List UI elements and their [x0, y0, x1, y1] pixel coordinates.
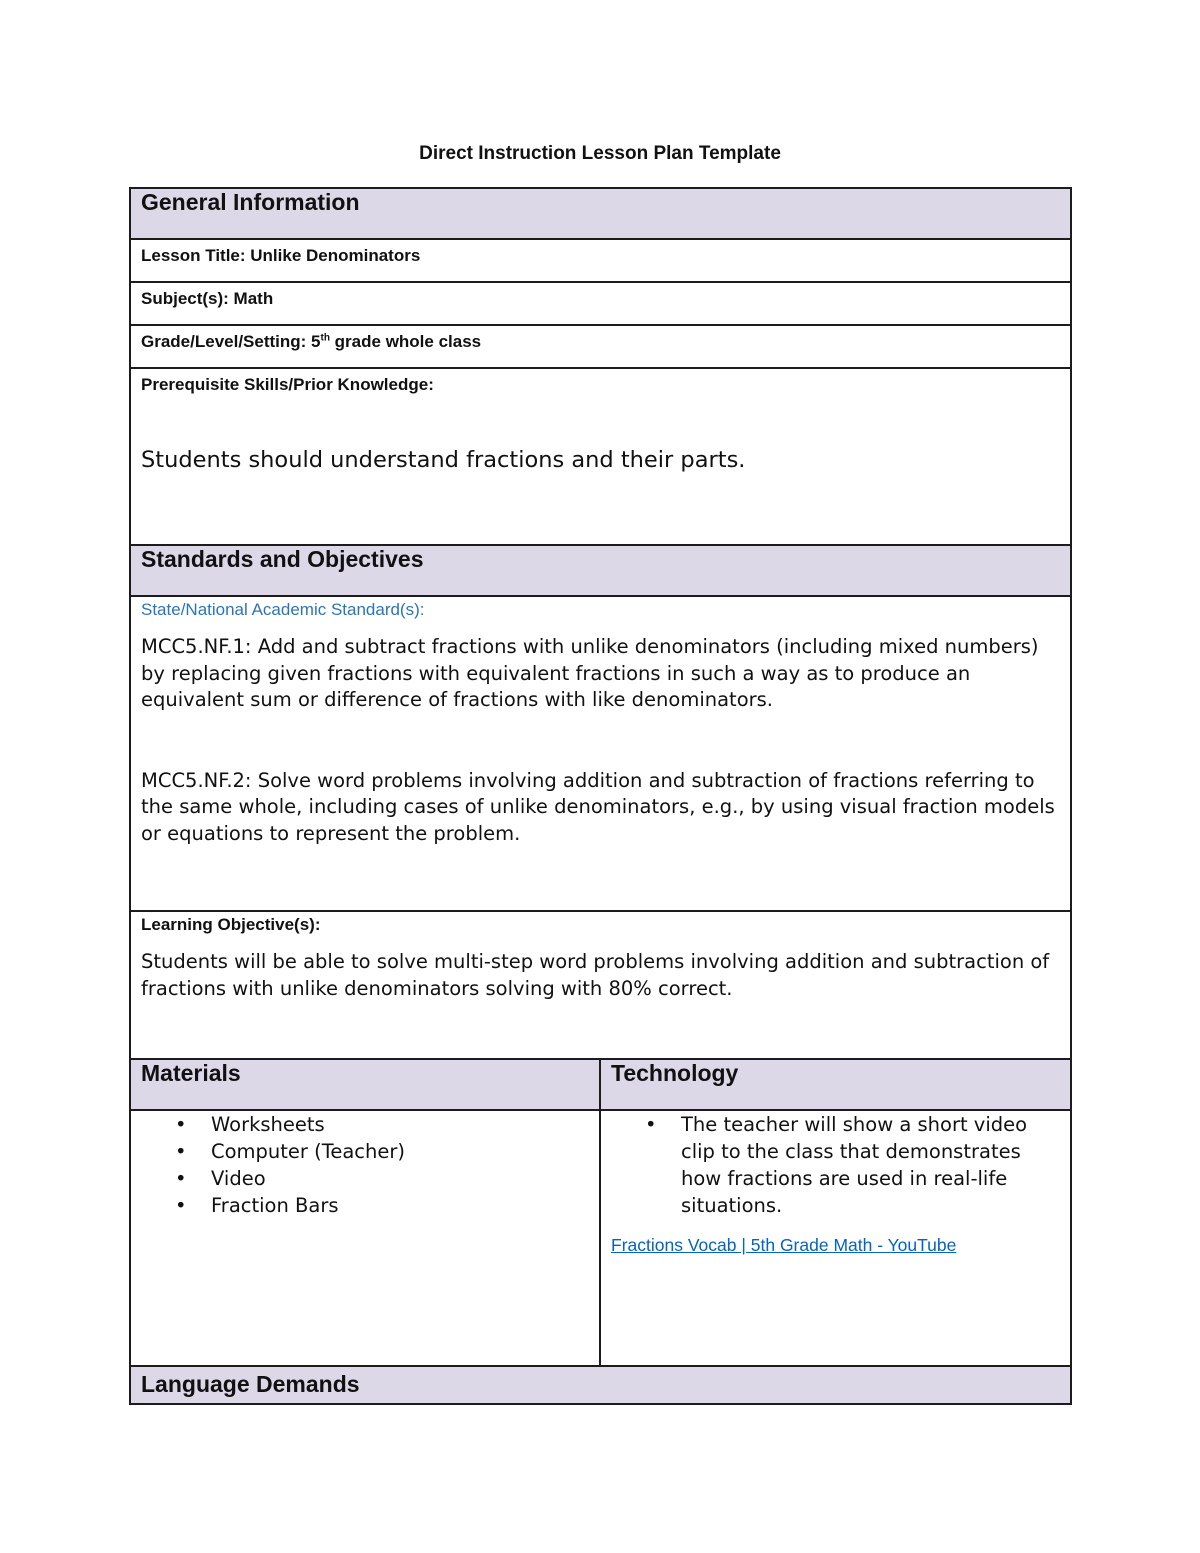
objective-text: Students will be able to solve multi-step word problems involving addition and subtraction of fractions with unlike denominators solving with 80% correct. — [141, 950, 1050, 1000]
materials-technology-header-row — [130, 1059, 1071, 1110]
lesson-title: Lesson Title: Unlike Denominators — [130, 239, 1071, 282]
technology-header: Technology — [600, 1059, 1071, 1110]
grade-suffix: grade whole class — [329, 332, 482, 351]
list-item: • Fraction Bars — [141, 1192, 589, 1219]
subjects: Subject(s): Math — [130, 282, 1071, 325]
standards-cell — [130, 596, 1071, 911]
standards-row — [130, 596, 1071, 911]
grade-level-setting — [130, 325, 1071, 368]
list-item: • Video — [141, 1165, 589, 1192]
subjects-row — [130, 282, 1071, 325]
lesson-title-row — [130, 239, 1071, 282]
standard-nf1: MCC5.NF.1: Add and subtract fractions with unlike denominators (including mixed numbers) by replacing given fractions with equivalent fractions in such a way as to produce an equivalent sum or difference of fractions with like denominators. — [141, 635, 1039, 711]
materials-list — [141, 1111, 589, 1219]
standards-header-row — [130, 545, 1071, 596]
general-information-header: General Information — [130, 188, 1071, 239]
standards-header: Standards and Objectives — [130, 545, 1071, 596]
materials-technology-row — [130, 1110, 1071, 1366]
materials-cell — [130, 1110, 600, 1366]
youtube-video-link[interactable]: Fractions Vocab | 5th Grade Math - YouTube — [611, 1235, 957, 1255]
prerequisite-label: Prerequisite Skills/Prior Knowledge: — [141, 375, 434, 394]
grade-level-row — [130, 325, 1071, 368]
objective-label: Learning Objective(s): — [141, 915, 321, 934]
materials-header: Materials — [130, 1059, 600, 1110]
standard-label: State/National Academic Standard(s): — [141, 600, 425, 619]
technology-list — [611, 1111, 1060, 1219]
prerequisite-row — [130, 368, 1071, 545]
language-demands-header: Language Demands — [130, 1366, 1071, 1404]
language-demands-header-row — [130, 1366, 1071, 1404]
prerequisite-text: Students should understand fractions and their parts. — [141, 447, 746, 473]
lesson-plan-table — [129, 187, 1072, 1405]
list-item: • Worksheets — [141, 1111, 589, 1138]
objective-cell — [130, 911, 1071, 1059]
general-information-header-row — [130, 188, 1071, 239]
grade-prefix: Grade/Level/Setting: 5 — [141, 332, 321, 351]
prerequisite-cell — [130, 368, 1071, 545]
document-title: Direct Instruction Lesson Plan Template — [419, 143, 781, 164]
grade-superscript: th — [320, 332, 330, 344]
standard-nf2: MCC5.NF.2: Solve word problems involving addition and subtraction of fractions referring to the same whole, including cases of unlike denominators, e.g., by using visual fraction models or equations to represent the problem. — [141, 768, 1055, 845]
objective-row — [130, 911, 1071, 1059]
technology-cell — [600, 1110, 1071, 1366]
list-item: • Computer (Teacher) — [141, 1138, 589, 1165]
list-item: • The teacher will show a short video clip to the class that demonstrates how fractions are used in real-life situations. — [611, 1111, 1060, 1219]
